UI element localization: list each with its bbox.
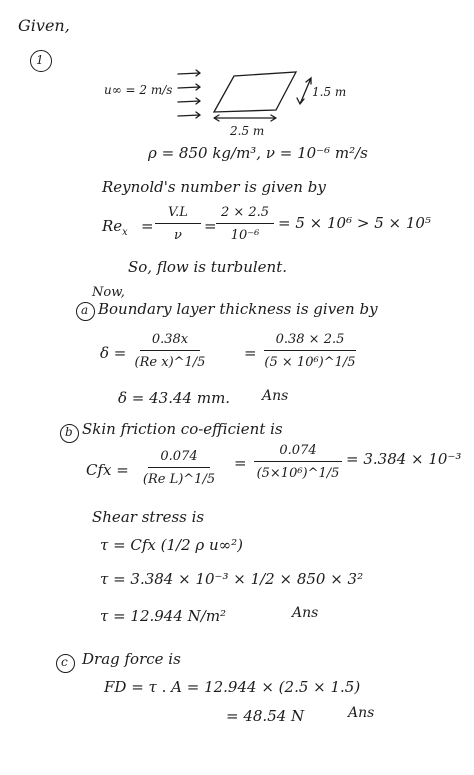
skin-friction-result: = 3.384 × 10⁻³ (346, 450, 462, 468)
answer-mark: Ans (262, 388, 289, 404)
answer-mark: Ans (348, 705, 375, 721)
fraction-bar (264, 350, 356, 351)
thickness-fraction-2-numerator: 0.38 × 2.5 (275, 332, 345, 347)
skin-friction-lhs: Cfx = (86, 461, 129, 479)
shear-stress-formula: τ = Cfx (1/2 ρ u∞²) (100, 536, 244, 554)
part-b-letter: b (65, 425, 73, 439)
shear-stress-substitution: τ = 3.384 × 10⁻³ × 1/2 × 850 × 3² (100, 570, 364, 588)
fraction-bar (216, 223, 274, 224)
thickness-fraction-2-denominator: (5 × 10⁶)^1/5 (264, 355, 356, 370)
length-dimension-arrow (214, 115, 276, 121)
problem-number: 1 (36, 53, 44, 67)
answer-mark: Ans (292, 605, 319, 621)
shear-stress-result: τ = 12.944 N/m² (100, 607, 227, 625)
thickness-lhs: δ = (100, 344, 127, 362)
fluid-properties: ρ = 850 kg/m³, ν = 10⁻⁶ m²/s (148, 144, 368, 162)
fraction-bar (148, 467, 210, 468)
part-a-letter: a (81, 303, 89, 317)
equals-sign: = (204, 217, 217, 235)
part-c-letter: c (61, 655, 68, 669)
reynolds-fraction-1-numerator: V.L (168, 205, 188, 220)
thickness-fraction-1-denominator: (Re x)^1/5 (134, 355, 206, 370)
flat-plate-outline (214, 72, 296, 112)
skin-friction-fraction-1-denominator: (Re L)^1/5 (142, 472, 216, 487)
equals-sign: = (141, 217, 154, 235)
flow-arrow (178, 98, 200, 104)
flow-arrow (178, 84, 200, 90)
skin-friction-fraction-2-denominator: (5×10⁶)^1/5 (256, 466, 340, 481)
velocity-label: u∞ = 2 m/s (104, 83, 173, 97)
flow-arrow (178, 112, 200, 118)
drag-force-formula: FD = τ . A = 12.944 × (2.5 × 1.5) (104, 678, 361, 696)
reynolds-fraction-2-denominator: 10⁻⁶ (230, 228, 260, 243)
reynolds-result: = 5 × 10⁶ > 5 × 10⁵ (278, 214, 431, 232)
skin-friction-fraction-2-numerator: 0.074 (279, 443, 317, 458)
skin-friction-fraction-1-numerator: 0.074 (160, 449, 198, 464)
shear-stress-heading: Shear stress is (92, 508, 205, 526)
part-c-heading: Drag force is (82, 650, 181, 668)
drag-force-result: = 48.54 N (226, 707, 305, 725)
fraction-bar (254, 461, 342, 462)
equals-sign: = (244, 344, 257, 362)
part-a-heading: Boundary layer thickness is given by (98, 300, 378, 318)
reynolds-intro: Reynold's number is given by (102, 178, 326, 196)
reynolds-fraction-1-denominator: ν (174, 228, 182, 243)
flow-arrow (178, 70, 200, 76)
width-label: 1.5 m (312, 85, 347, 99)
thickness-result: δ = 43.44 mm. (118, 389, 231, 407)
turbulent-statement: So, flow is turbulent. (128, 258, 288, 276)
equals-sign: = (234, 454, 247, 472)
length-label: 2.5 m (230, 124, 265, 138)
reynolds-lhs: $Re_x$ (102, 217, 128, 238)
thickness-fraction-1-numerator: 0.38x (151, 332, 189, 347)
now-label: Now, (92, 285, 125, 300)
fraction-bar (140, 350, 200, 351)
reynolds-fraction-2-numerator: 2 × 2.5 (220, 205, 270, 220)
part-b-heading: Skin friction co-efficient is (82, 420, 283, 438)
given-heading: Given, (18, 16, 70, 35)
width-dimension-arrow (297, 78, 311, 104)
fraction-bar (155, 223, 201, 224)
